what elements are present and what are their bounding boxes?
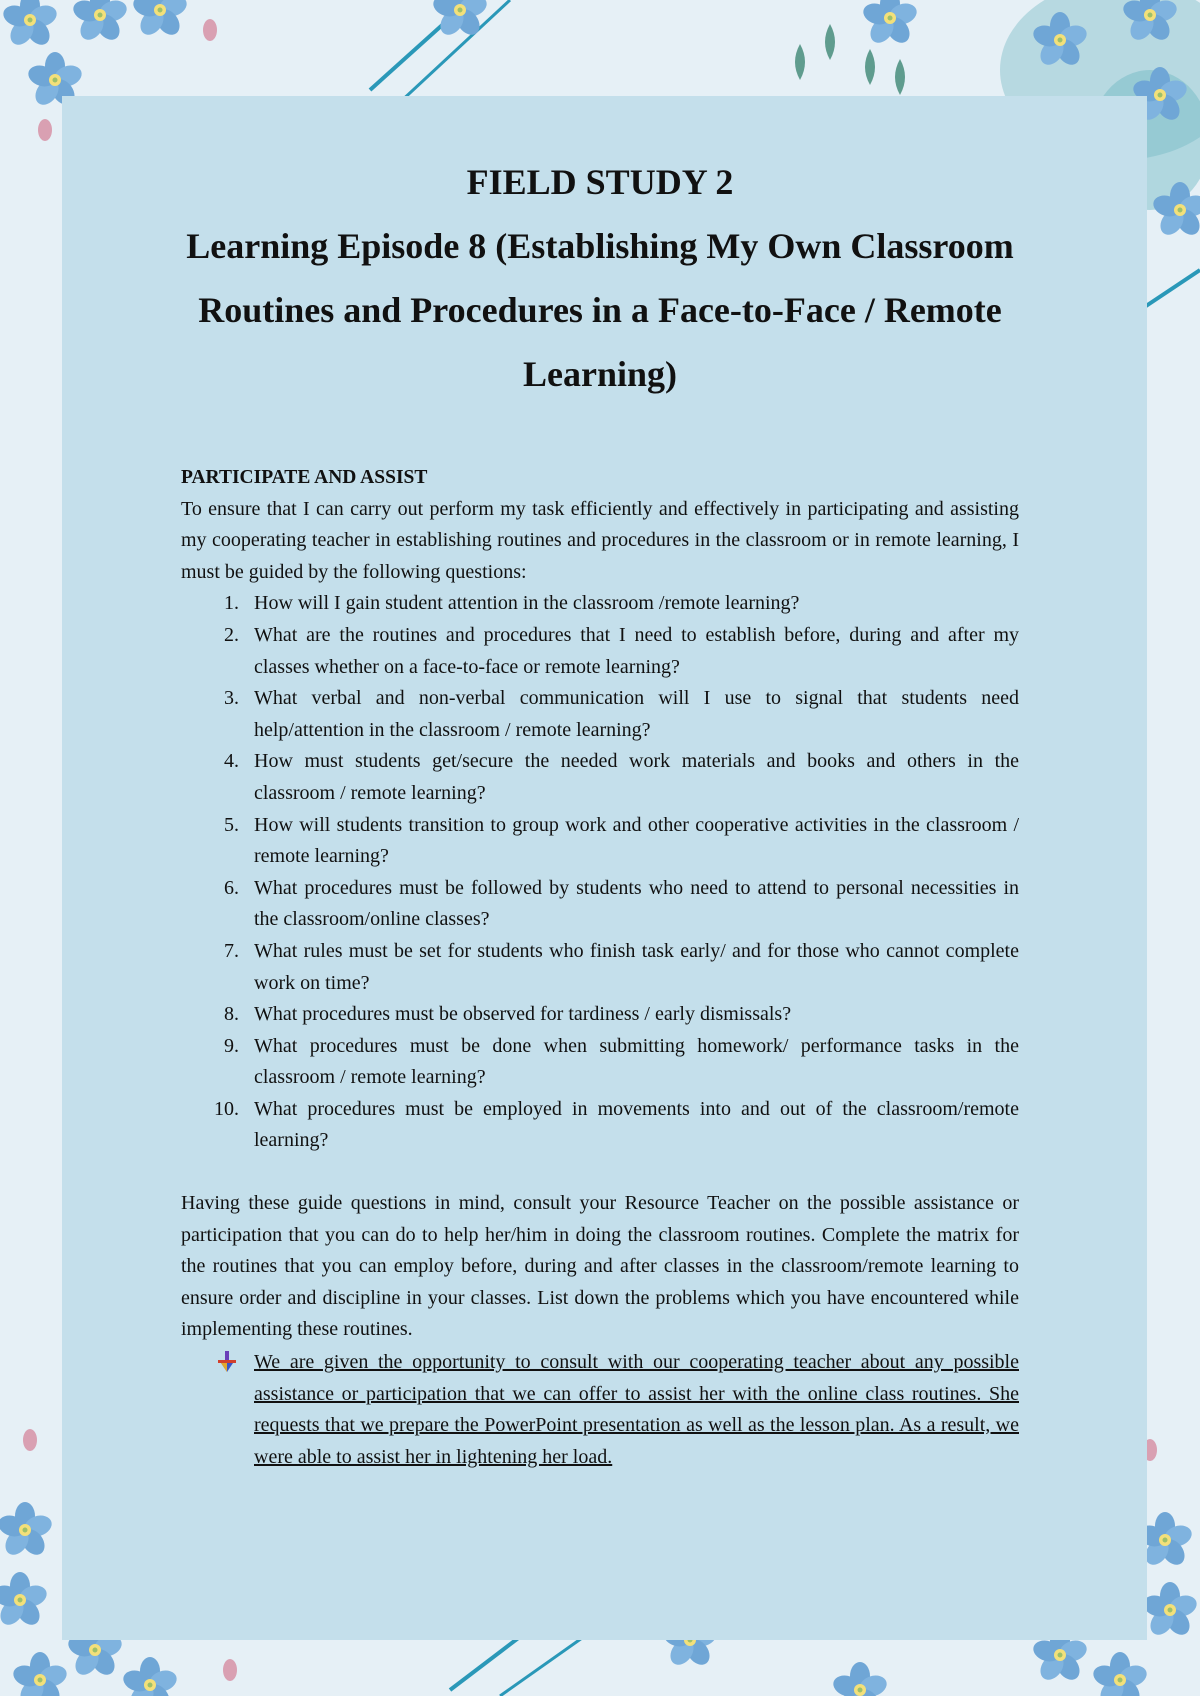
list-item	[181, 746, 1019, 809]
list-item	[181, 936, 1019, 999]
list-text: What procedures must be followed by students who need to attend to personal necessities in the classroom/online classes?	[254, 876, 1019, 931]
arrow-bullet-icon	[216, 1350, 238, 1374]
page-title	[140, 150, 1060, 406]
list-item	[181, 1094, 1019, 1157]
episode-title: Learning Episode 8 (Establishing My Own Classroom Routines and Procedures in a Face-to-Face / Remote Learning)	[186, 226, 1014, 394]
list-number: 8.	[224, 1003, 239, 1026]
instruction-paragraph: Having these guide questions in mind, consult your Resource Teacher on the possible assistance or participation that you can do to help her/him in doing the classroom routines. Complete the matrix for the routines that you can employ before, during and after classes in the classroom/remote learning to ensure order and discipline in your classes. List down the problems which you have encountered while implementing these routines.	[181, 1192, 1019, 1341]
list-number: 3.	[224, 687, 239, 710]
list-number: 9.	[224, 1034, 239, 1057]
list-item	[181, 810, 1019, 873]
answer-bullet	[181, 1347, 1019, 1473]
list-item	[181, 1031, 1019, 1094]
list-number: 10.	[214, 1097, 239, 1120]
list-item	[181, 873, 1019, 936]
list-text: What procedures must be employed in movements into and out of the classroom/remote learning?	[254, 1097, 1019, 1152]
list-number: 1.	[224, 592, 239, 615]
list-text: What rules must be set for students who finish task early/ and for those who cannot complete work on time?	[254, 939, 1019, 994]
list-item	[181, 588, 1019, 620]
list-text: What procedures must be observed for tardiness / early dismissals?	[254, 1003, 792, 1026]
course-title: FIELD STUDY 2	[466, 162, 734, 202]
section-heading: PARTICIPATE AND ASSIST	[181, 467, 428, 488]
list-number: 5.	[224, 813, 239, 836]
spacer	[181, 1157, 1019, 1188]
list-text: How will students transition to group work and other cooperative activities in the classroom / remote learning?	[254, 813, 1019, 868]
list-number: 6.	[224, 876, 239, 899]
list-item	[181, 999, 1019, 1031]
intro-paragraph: To ensure that I can carry out perform my task efficiently and effectively in participating and assisting my cooperating teacher in establishing routines and procedures in the classroom or in remote learning, I must be guided by the following questions:	[181, 497, 1019, 583]
list-text: What are the routines and procedures that I need to establish before, during and after my classes whether on a face-to-face or remote learning?	[254, 623, 1019, 678]
list-text: How must students get/secure the needed work materials and books and others in the classroom / remote learning?	[254, 750, 1019, 804]
list-number: 4.	[224, 750, 239, 773]
list-number: 7.	[224, 939, 239, 962]
list-item	[181, 620, 1019, 683]
answer-text: We are given the opportunity to consult with our cooperating teacher about any possible assistance or participation that we can offer to assist her with the online class routines. She requests that we prepare the PowerPoint presentation as well as the lesson plan. As a result, we were able to assist her in lightening her load.	[254, 1351, 1019, 1468]
guide-questions-list	[181, 588, 1019, 1157]
list-text: What verbal and non-verbal communication will I use to signal that students need help/attention in the classroom / remote learning?	[254, 687, 1019, 741]
list-item	[181, 683, 1019, 746]
list-number: 2.	[224, 623, 239, 646]
document-body	[181, 462, 1019, 1473]
list-text: How will I gain student attention in the classroom /remote learning?	[254, 592, 800, 615]
list-text: What procedures must be done when submitting homework/ performance tasks in the classroom / remote learning?	[254, 1034, 1019, 1089]
